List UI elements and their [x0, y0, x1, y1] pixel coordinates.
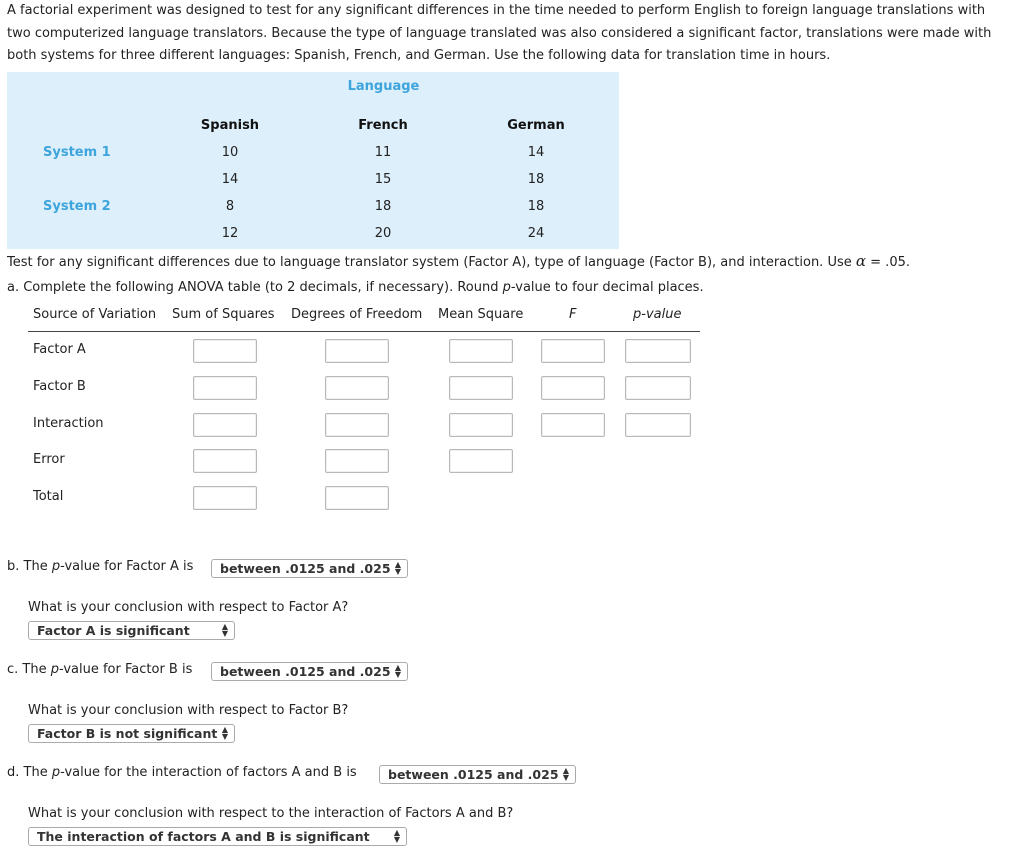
interaction-ms-input[interactable]	[449, 413, 513, 437]
total-df-input[interactable]	[325, 486, 389, 510]
interaction-df-input[interactable]	[325, 413, 389, 437]
row-factor-b: Factor B	[33, 379, 86, 394]
part-b-question	[7, 559, 193, 574]
table-cell: 20	[374, 226, 392, 241]
interaction-p-input[interactable]	[625, 413, 691, 437]
table-cell: 8	[225, 199, 235, 214]
header-ss: Sum of Squares	[172, 307, 275, 322]
factor-b-f-input[interactable]	[541, 376, 605, 400]
intro-line-1: A factorial experiment was designed to test for any significant differences in the time needed to perform English to foreign language translations with	[7, 3, 986, 18]
part-a-instruction	[7, 280, 704, 295]
problem-intro	[7, 0, 1019, 68]
factor-b-pvalue-select[interactable]	[211, 662, 408, 681]
header-p: p-value	[633, 307, 682, 322]
table-cell: 14	[527, 145, 545, 160]
p-italic: p	[50, 662, 59, 677]
col-header-german: German	[507, 118, 565, 133]
factor-a-df-input[interactable]	[325, 339, 389, 363]
selected-value: between .0125 and .025	[220, 664, 391, 679]
interaction-ss-input[interactable]	[193, 413, 257, 437]
error-df-input[interactable]	[325, 449, 389, 473]
header-df: Degrees of Freedom	[291, 307, 423, 322]
interaction-pvalue-select[interactable]	[379, 765, 576, 784]
part-c-prefix: c. The	[7, 662, 47, 677]
part-b-suffix: -value for Factor A is	[60, 559, 194, 574]
updown-arrows-icon: ▲ ▼	[393, 828, 400, 844]
language-title: Language	[347, 79, 420, 94]
row-factor-a: Factor A	[33, 342, 86, 357]
part-c-suffix: -value for Factor B is	[59, 662, 193, 677]
table-cell: 15	[374, 172, 392, 187]
part-d-conclusion-question: What is your conclusion with respect to the interaction of Factors A and B?	[28, 806, 514, 821]
table-cell: 18	[527, 199, 545, 214]
part-b-prefix: b. The	[7, 559, 48, 574]
p-italic: p	[502, 280, 511, 295]
factor-a-ms-input[interactable]	[449, 339, 513, 363]
test-instruction	[7, 252, 910, 270]
table-cell: 18	[527, 172, 545, 187]
table-cell: 24	[527, 226, 545, 241]
header-f: F	[569, 307, 577, 322]
factor-a-f-input[interactable]	[541, 339, 605, 363]
row-label-system-2: System 2	[43, 199, 111, 214]
intro-line-3: both systems for three different languages: Spanish, French, and German. Use the following data for translation time in hours.	[7, 48, 831, 63]
interaction-f-input[interactable]	[541, 413, 605, 437]
part-c-question	[7, 662, 192, 677]
updown-arrows-icon: ▲ ▼	[394, 663, 401, 679]
updown-arrows-icon: ▲ ▼	[394, 560, 401, 576]
part-d-suffix: -value for the interaction of factors A and B is	[60, 765, 357, 780]
selected-value: between .0125 and .025	[388, 767, 559, 782]
part-a-suffix: -value to four decimal places.	[510, 280, 704, 295]
part-a-prefix: a. Complete the following ANOVA table (to 2 decimals, if necessary). Round	[7, 280, 499, 295]
selected-value: Factor B is not significant	[37, 726, 218, 741]
row-total: Total	[33, 489, 64, 504]
table-cell: 14	[221, 172, 239, 187]
part-b-conclusion-question: What is your conclusion with respect to Factor A?	[28, 600, 349, 615]
updown-arrows-icon: ▲ ▼	[221, 725, 228, 741]
row-label-system-1: System 1	[43, 145, 111, 160]
col-header-french: French	[358, 118, 408, 133]
factor-b-ss-input[interactable]	[193, 376, 257, 400]
factor-a-pvalue-select[interactable]	[211, 559, 408, 578]
part-c-conclusion-question: What is your conclusion with respect to Factor B?	[28, 703, 349, 718]
selected-value: The interaction of factors A and B is significant	[37, 829, 370, 844]
updown-arrows-icon: ▲ ▼	[221, 622, 228, 638]
interaction-conclusion-select[interactable]	[28, 827, 407, 846]
data-table	[7, 72, 619, 249]
row-interaction: Interaction	[33, 416, 104, 431]
table-cell: 11	[374, 145, 392, 160]
updown-arrows-icon: ▲ ▼	[562, 766, 569, 782]
error-ss-input[interactable]	[193, 449, 257, 473]
p-italic: p	[51, 765, 61, 780]
table-cell: 10	[221, 145, 239, 160]
total-ss-input[interactable]	[193, 486, 257, 510]
factor-b-ms-input[interactable]	[449, 376, 513, 400]
selected-value: between .0125 and .025	[220, 561, 391, 576]
alpha-value: = .05.	[870, 255, 910, 270]
alpha-symbol: α	[855, 252, 867, 270]
p-italic: p	[51, 559, 61, 574]
selected-value: Factor A is significant	[37, 623, 190, 638]
factor-b-df-input[interactable]	[325, 376, 389, 400]
test-instruction-text: Test for any significant differences due to language translator system (Factor A), type of language (Factor B), and interaction. Use	[7, 255, 852, 270]
row-error: Error	[33, 452, 65, 467]
factor-a-conclusion-select[interactable]	[28, 621, 235, 640]
table-cell: 12	[221, 226, 239, 241]
header-ms: Mean Square	[438, 307, 524, 322]
part-d-question	[7, 765, 357, 780]
col-header-spanish: Spanish	[200, 118, 260, 133]
factor-a-ss-input[interactable]	[193, 339, 257, 363]
part-d-prefix: d. The	[7, 765, 48, 780]
error-ms-input[interactable]	[449, 449, 513, 473]
intro-line-2: two computerized language translators. Because the type of language translated was also considered a significant factor, translations were made with	[7, 25, 992, 41]
factor-b-p-input[interactable]	[625, 376, 691, 400]
factor-b-conclusion-select[interactable]	[28, 724, 235, 743]
table-cell: 18	[374, 199, 392, 214]
factor-a-p-input[interactable]	[625, 339, 691, 363]
header-divider	[28, 331, 700, 332]
header-source: Source of Variation	[33, 307, 157, 322]
